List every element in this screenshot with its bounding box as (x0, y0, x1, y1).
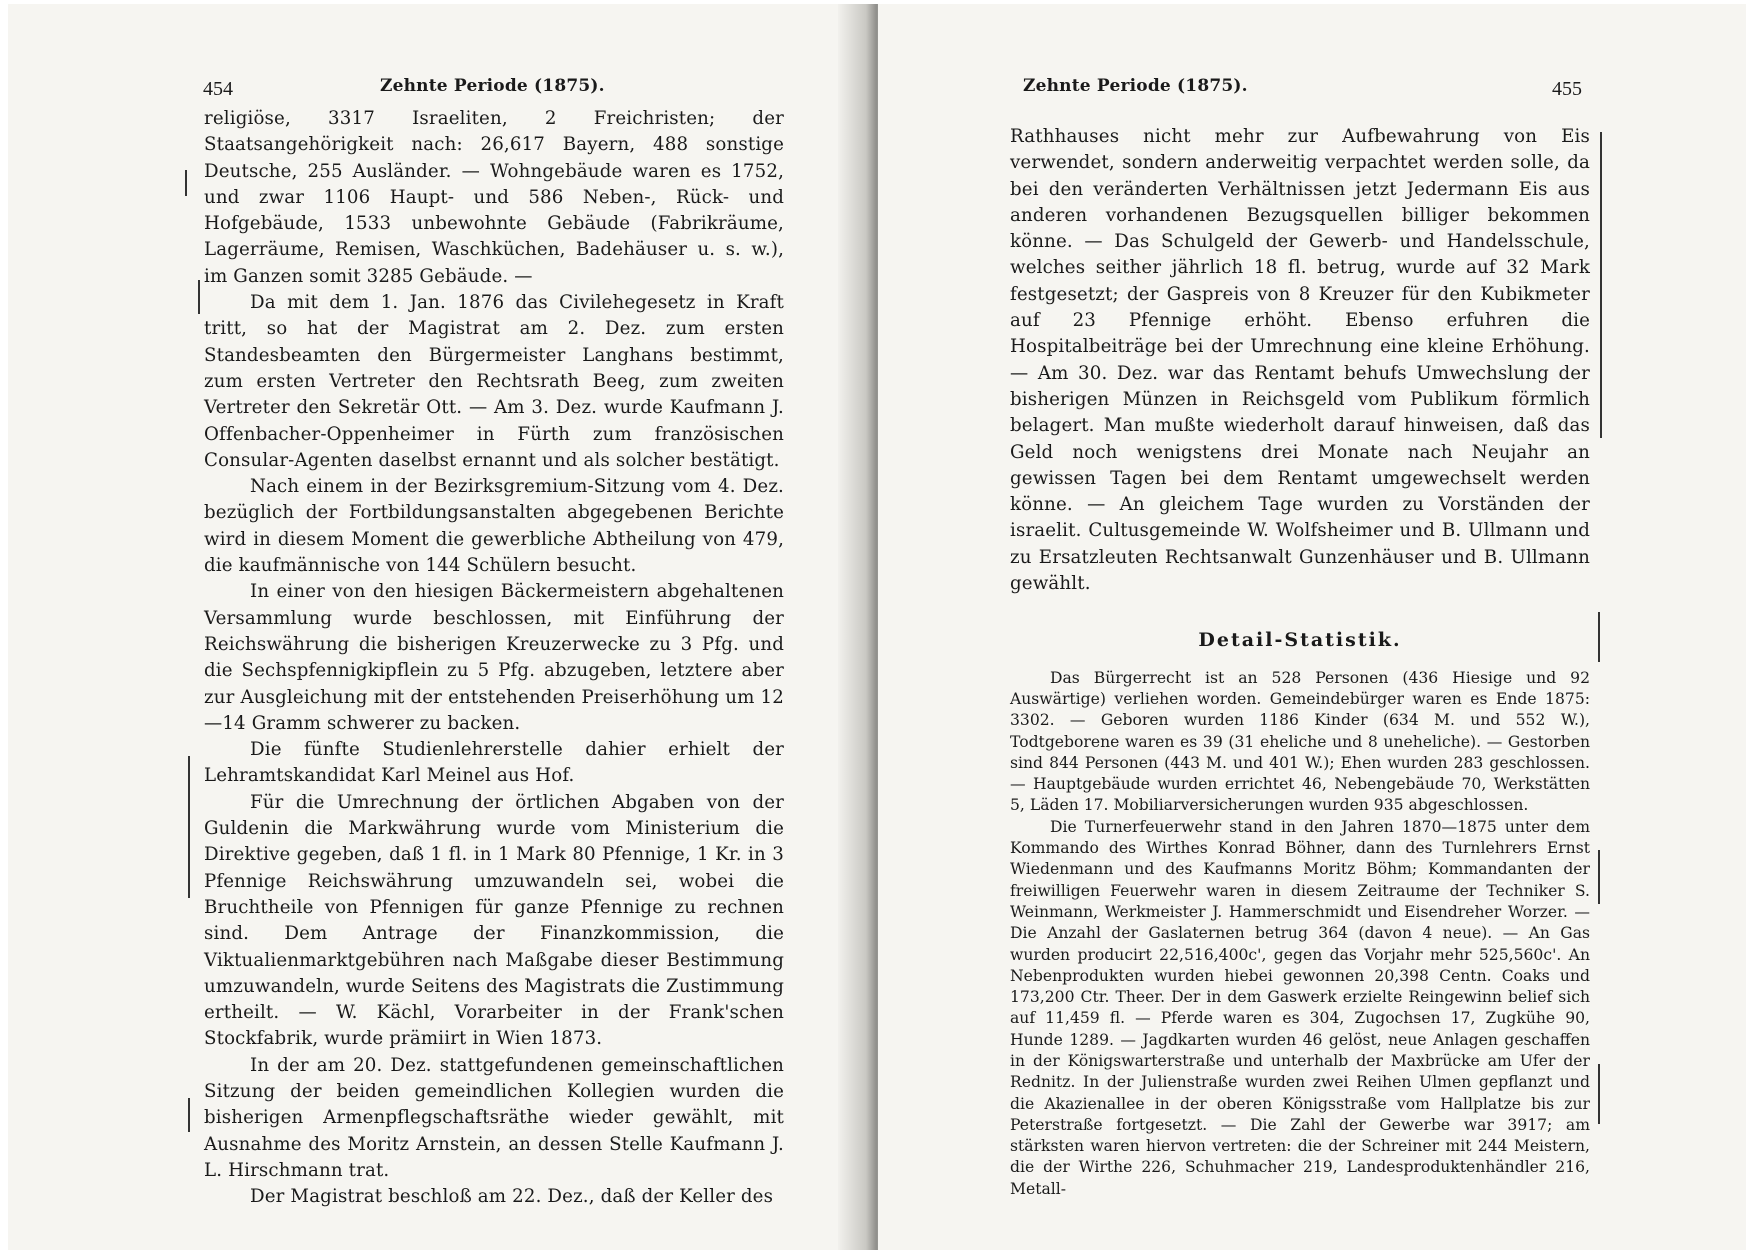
paragraph: In der am 20. Dez. stattgefundenen gemeinschaftlichen Sitzung der beiden gemeindlichen Kollegien wurden die bisherigen Armenpflegschaftsräthe wieder gewählt, mit Ausnahme des Moritz Arnstein, an dessen Stelle Kaufmann J. L. Hirschmann trat. (204, 1054, 784, 1181)
pencil-margin-mark (198, 280, 200, 314)
paragraph: Nach einem in der Bezirksgremium-Sitzung vom 4. Dez. bezüglich der Fortbildungsanstalten abgegebenen Berichte wird in diesem Moment die gewerbliche Abtheilung von 479, die kaufmännische von 144 Schülern besucht. (204, 476, 784, 577)
book-spread (8, 4, 1746, 1250)
paragraph: Die fünfte Studienlehrerstelle dahier erhielt der Lehramtskandidat Karl Meinel aus Hof. (204, 739, 784, 787)
right-page-body (1010, 124, 1590, 1200)
paragraph: Da mit dem 1. Jan. 1876 das Civilehegesetz in Kraft tritt, so hat der Magistrat am 2. Dez. zum ersten Standesbeamten den Bürgermeister Langhans bestimmt, zum ersten Vertreter den Rechtsrath Beeg, zum zweiten Vertreter den Sekretär Ott. — Am 3. Dez. wurde Kaufmann J. Offenbacher-Oppenheimer in Fürth zum französischen Consular-Agenten daselbst ernannt und als solcher bestätigt. (204, 292, 784, 471)
paragraph: Der Magistrat beschloß am 22. Dez., daß der Keller des (250, 1186, 774, 1208)
statistics-block (1010, 668, 1590, 1200)
pencil-margin-mark (1598, 612, 1600, 662)
section-title: Detail-Statistik. (1198, 629, 1402, 652)
left-running-head: Zehnte Periode (1875). (380, 76, 605, 96)
left-page (8, 4, 868, 1250)
right-running-head: Zehnte Periode (1875). (1023, 76, 1248, 96)
paragraph: In einer von den hiesigen Bäckermeistern abgehaltenen Versammlung wurde beschlossen, mit Einführung der Reichswährung die bisherigen Kreuzerwecke zu 3 Pfg. und die Sechspfennigkipflein zu 5 Pfg. abzugeben, letztere aber zur Ausgleichung mit der entstehenden Preiserhöhung um 12—14 Gramm schwerer zu backen. (204, 581, 784, 734)
paragraph: Rathhauses nicht mehr zur Aufbewahrung von Eis verwendet, sondern anderweitig verpachtet werden solle, da bei den veränderten Verhältnissen jetzt Jedermann Eis aus anderen vorhandenen Bezugsquellen billiger bekommen könne. — Das Schulgeld der Gewerb- und Handelsschule, welches seither jährlich 18 fl. betrug, wurde auf 32 Mark festgesetzt; der Gaspreis von 8 Kreuzer für den Kubikmeter auf 23 Pfennige erhöht. Ebenso erfuhren die Hospitalbeiträge bei der Umrechnung eine kleine Erhöhung. — Am 30. Dez. war das Rentamt behufs Umwechslung der bisherigen Münzen in Reichsgeld vom Publikum förmlich belagert. Man mußte wiederholt darauf hinweisen, daß das Geld noch wenigstens drei Monate nach Neujahr an gewissen Tagen bei dem Rentamt umgewechselt werden könne. — An gleichem Tage wurden zu Vorständen der israelit. Cultusgemeinde W. Wolfsheimer und B. Ullmann und zu Ersatzleuten Rechtsanwalt Gunzenhäuser und B. Ullmann gewählt. (1010, 126, 1590, 595)
pencil-margin-mark (1598, 1064, 1600, 1124)
left-page-number: 454 (203, 78, 233, 100)
paragraph: Das Bürgerrecht ist an 528 Personen (436 Hiesige und 92 Auswärtige) verliehen worden. Gemeindebürger waren es Ende 1875: 3302. — Geboren wurden 1186 Kinder (634 M. und 552 W.), Todtgeborene waren es 39 (31 eheliche und 8 uneheliche). — Gestorben sind 844 Personen (443 M. und 401 W.); Ehen wurden 283 geschlossen. — Hauptgebäude wurden errichtet 46, Nebengebäude 70, Werkstätten 5, Läden 17. Mobiliarversicherungen wurden 935 abgeschlossen. (1010, 668, 1590, 815)
pencil-margin-mark (1598, 850, 1600, 904)
left-page-body (204, 106, 784, 1210)
paragraph: religiöse, 3317 Israeliten, 2 Freichristen; der Staatsangehörigkeit nach: 26,617 Bayern, 488 sonstige Deutsche, 255 Ausländer. — Wohngebäude waren es 1752, und zwar 1106 Haupt- und 586 Neben-, Rück- und Hofgebäude, 1533 unbewohnte Gebäude (Fabrikräume, Lagerräume, Remisen, Waschküchen, Badehäuser u. s. w.), im Ganzen somit 3285 Gebäude. — (204, 108, 784, 287)
pencil-margin-mark (185, 170, 187, 196)
paragraph: Die Turnerfeuerwehr stand in den Jahren 1870—1875 unter dem Kommando des Wirthes Konrad Böhner, dann des Turnlehrers Ernst Wiedenmann und des Kaufmanns Moritz Böhm; Kommandanten der freiwilligen Feuerwehr waren in diesem Zeitraume der Techniker S. Weinmann, Werkmeister J. Hammerschmidt und Eisendreher Worzer. — Die Anzahl der Gaslaternen betrug 364 (davon 4 neue). — An Gas wurden producirt 22,516,400c', gegen das Vorjahr mehr 525,560c'. An Nebenprodukten wurden hiebei gewonnen 20,398 Centn. Coaks und 173,200 Ctr. Theer. Der in dem Gaswerk erzielte Reingewinn belief sich auf 11,459 fl. — Pferde waren es 304, Zugochsen 17, Zugkühe 90, Hunde 1289. — Jagdkarten wurden 46 gelöst, neue Anlagen geschaffen in der Königswarterstraße und unterhalb der Maxbrücke am Ufer der Rednitz. In der Julienstraße wurden zwei Reihen Ulmen gepflanzt und die Akazienallee in der oberen Königsstraße vom Hallplatze bis zur Peterstraße fortgesetzt. — Die Zahl der Gewerbe war 3917; am stärksten waren hiervon vertreten: die der Schreiner mit 244 Meistern, die der Wirthe 226, Schuhmacher 219, Landesproduktenhändler 216, Metall- (1010, 817, 1590, 1198)
paragraph: Für die Umrechnung der örtlichen Abgaben von der Guldenin die Markwährung wurde vom Ministerium die Direktive gegeben, daß 1 fl. in 1 Mark 80 Pfennige, 1 Kr. in 3 Pfennige Reichswährung umzuwandeln sei, wobei die Bruchtheile von Pfennigen für ganze Pfennige zu rechnen sind. Dem Antrage der Finanzkommission, die Viktualienmarktgebühren nach Maßgabe dieser Bestimmung umzuwandeln, wurde Seitens des Magistrats die Zustimmung ertheilt. — W. Kächl, Vorarbeiter in der Frank'schen Stockfabrik, wurde prämiirt in Wien 1873. (204, 791, 784, 1050)
right-page-number: 455 (1552, 78, 1582, 100)
pencil-margin-mark (188, 1098, 190, 1132)
pencil-margin-mark (188, 756, 190, 898)
pencil-margin-mark (1600, 132, 1602, 438)
right-page (878, 4, 1746, 1250)
